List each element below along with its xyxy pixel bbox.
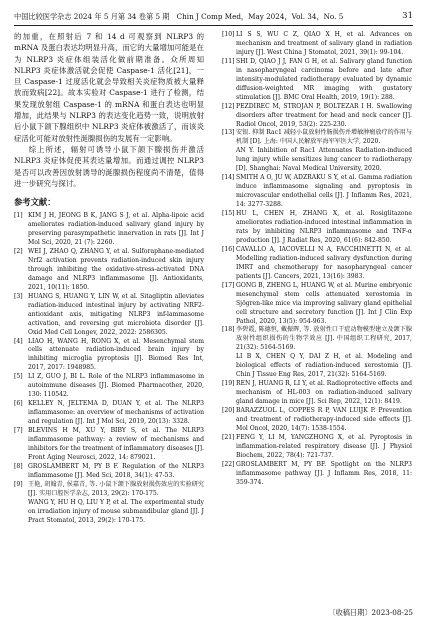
reference-item (222, 353, 412, 380)
reference-number: [21] (222, 433, 235, 441)
reference-number: [4] (14, 337, 23, 345)
reference-text: GONG B, ZHENG L, HUANG W, et al. Murine embryonic mesenchymal stem cells attenuated xerostomia in Sjögren-like mice via improving salivary gland epithelial cell structure and secretory function [J]. Int J Clin Exp Pathol, 2020, 13(5): 954-963. (236, 281, 412, 325)
reference-text: LI S S, WU C Z, QIAO X H, et al. Advances on mechanism and treatment of salivary gland in radiation injury [J]. West China J Stomatol, 2021, 39(1): 99-104. (236, 31, 412, 56)
reference-item (222, 434, 412, 461)
reference-number: [7] (14, 427, 23, 435)
reference-text: GROSLAMBERT M, PY BF. Spotlight on the NLRP3 inflammasome pathway [J]. J Inflamm Res, 2018, 11: 359-374. (236, 460, 412, 486)
reference-number: [2] (14, 247, 23, 255)
running-header (14, 10, 413, 23)
reference-list-left (14, 212, 204, 525)
reference-number (14, 499, 28, 526)
reference-item (222, 326, 412, 353)
reference-item (222, 210, 412, 246)
reference-number: [6] (14, 400, 23, 408)
reference-text: LI Z, GUO J, BI L. Role of the NLRP3 inflammasome in autoimmune diseases [J]. Biomed Pharmacother, 2020, 130: 110542. (28, 373, 204, 399)
reference-number: [1] (14, 212, 23, 220)
reference-text: SHI D, QIAO J J, FAN G H, et al. Salivary gland function in nasopharyngeal carcinoma before and late after intensity-modulated radiotherapy evaluated by dynamic diffusion-weighted MR imaging with gustatory stimulation [J]. BMC Oral Health, 2019, 19(1): 288. (236, 57, 412, 101)
reference-item (222, 103, 412, 130)
discussion-paragraph: 的加重，在照射后 7 和 14 d 可观察到 NLRP3 的 mRNA 及蛋白表达均明显升高，而它的大量增加可能是在为 NLRP3 炎症体组装活化做前期准备。众所周知 NLRP3 炎症体激活就会促使 Caspase-1 活化[21]，一旦 Caspase-1 过度活化就会导致相关炎症物质被大量释放而致病[22]。故本实验对 Caspase-1 进行了检测，结果发现放射组 Caspase-1 的 mRNA 和蛋白表达也明显增加，此结果与 NLRP3 的表达变化趋势一致，说明放射后小鼠下颌下腺组织中 NLRP3 炎症体被激活了，而该炎症活化可能对放射性涎腺损伤的发展有一定影响。 (14, 32, 204, 143)
reference-number: [16] (222, 245, 235, 253)
reference-text: 安银. 抑制 Rac1 减轻小鼠放射性肠损伤并增敏肿瘤放疗的作用与机制 [D]. 上海: 中国人民解放军海军军医大学, 2020. (236, 129, 412, 146)
reference-text: BLEVINS H M, XU Y, BIBY S, et al. The NLRP3 inflammasome pathway: a review of mechanisms and inhibitors for the treatment of inflammatory diseases [J]. Front Aging Neurosci, 2022, 14: 879021. (28, 427, 204, 461)
reference-list-right (222, 31, 412, 488)
reference-text: LI B X, CHEN Q Y, DAI Z H, et al. Modeling and biological effects of radiation-induced xerostomia [J]. Chin J Tissue Eng Res, 2017, 21(32): 5164-5169. (236, 353, 412, 379)
reference-text: AN Y. Inhibition of Rac1 Attenuates Radiation-induced lung injury while sensitizes lung cancer to radiotherapy [D]. Shanghai: Naval Medical University, 2020. (236, 147, 412, 173)
reference-number: [11] (222, 57, 235, 65)
reference-item (14, 481, 204, 499)
reference-text: HUANG S, HUANG Y, LIN W, et al. Sitagliptin alleviates radiation-induced intestinal injury by activating NRF2-antioxidant axis, mitigating NLRP3 inf-lammasome activation, and reversing gut microbiota disorder [J]. Oxid Med Cell Longev, 2022, 2022: 2586305. (28, 292, 204, 336)
reference-text: KIM J H, JEONG B K, JANG S J, et al. Alpha-lipoic acid ameliorates radiation-induced salivary gland injury by preserving parasympathetic innervation in rats [J]. Int J Mol Sci, 2020, 21 (7): 2260. (28, 212, 204, 247)
reference-item (222, 147, 412, 174)
reference-number: [8] (14, 462, 23, 470)
reference-item (222, 174, 412, 210)
reference-item (222, 58, 412, 103)
reference-number: [14] (222, 174, 235, 182)
right-column (222, 31, 412, 488)
reference-item (14, 338, 204, 374)
reference-number: [22] (222, 460, 235, 468)
reference-text: CAVALLO A, IACOVELLI N A, FACCHINETTI N, et al. Modelling radiation-induced salivary dysfunction during IMRT and chemotherapy for nasopharyngeal cancer patients [J]. Cancers, 2021, 13(16): 3983. (236, 245, 412, 280)
reference-number: [5] (14, 373, 23, 381)
reference-text: LIAO H, WANG H, RONG X, et al. Mesenchymal stem cells attenuate radiation-induced brain injury by inhibiting microglia pyroptosis [J]. Biomed Res Int, 2017, 2017: 1948985. (28, 337, 204, 372)
reference-text: 王艳, 胡翰青, 侯嘉青, 等. 小鼠下颌下腺放射损伤效应的实验研究 [J]. 实用口腔医学杂志, 2013, 29(2): 170-175. (28, 480, 204, 497)
reference-item (222, 31, 412, 58)
reference-number: [3] (14, 292, 23, 300)
header-divider (14, 25, 413, 26)
left-column (14, 31, 204, 526)
references-heading: 参考文献： (14, 197, 56, 208)
reference-item (14, 427, 204, 463)
reference-item (14, 373, 204, 400)
reference-text: FENG Y, LI M, YANGZHONG X, et al. Pyroptosis in inflammation-related respiratory disease [J]. J Physiol Biochem, 2022, 78(4): 721-737. (236, 433, 412, 459)
reference-text: PEZDIREC M, STROJAN P, BOLTEZAR I H. Swallowing disorders after treatment for head and neck cancer [J]. Radiol Oncol, 2019, 53(2): 225-230. (236, 102, 412, 128)
reference-text: 李碧霞, 陈德恒, 戴振晖, 等. 放射性口干症动物模型建立及颌下腺放射性组织损伤的生物学效应 [J]. 中国组织工程研究, 2017, 21(32): 5164-5169. (236, 326, 412, 352)
reference-text: WEI J, ZHAO Q, ZHANG Y, et al. Sulforaphane-mediated Nrf2 activation prevents radiation-induced skin injury through inhibiting the oxidative-stress-activated DNA damage and NLRP3 inflammasome [J]. Antioxidants, 2021, 10(11): 1850. (28, 247, 204, 291)
reference-number (222, 353, 236, 380)
reference-text: SMITH A O, JU W, ADZRAKU S Y, et al. Gamma radiation induce inflammasome signaling and pyroptosis in microvascular endothelial cells [J]. J Inflamm Res, 2021, 14: 3277-3288. (236, 174, 412, 209)
reference-number: [12] (222, 102, 235, 110)
reference-number: [20] (222, 407, 235, 415)
reference-number: [9] (14, 480, 23, 488)
reference-item (222, 129, 412, 147)
reference-number: [15] (222, 210, 235, 218)
reference-text: HU L, CHEN H, ZHANG X, et al. Rosiglitazone ameliorates radiation-induced intestinal inflammation in rats by inhibiting NLRP3 inflammasome and TNF-α production [J]. J Radiat Res, 2020, 61(6): 842-850. (236, 210, 412, 244)
reference-item (14, 400, 204, 427)
reference-number: [18] (222, 326, 235, 334)
conclusion-paragraph: 综上所述，辐射可诱导小鼠下颌下腺损伤并激活 NLRP3 炎症体促使其表达量增加。而通过调控 NLRP3 是否可以改善因放射诱导的涎腺损伤程度尚不清楚，值得进一步研究与探讨。 (14, 144, 204, 188)
reference-item (222, 461, 412, 488)
reference-item (14, 463, 204, 481)
journal-citation-line: 中国比较医学杂志 2024 年 5 月第 34 卷第 5 期 Chin J Comp Med，May 2024，Vol. 34，No. 5 (14, 12, 344, 21)
reference-item (14, 499, 204, 526)
reference-item (222, 380, 412, 407)
reference-item (222, 407, 412, 434)
reference-number: [10] (222, 31, 235, 38)
reference-number: [17] (222, 281, 235, 289)
reference-text: GROSLAMBERT M, PY B F. Regulation of the NLRP3 inflammasome [J]. Med Sci, 2018, 34(1): 47-53. (28, 462, 204, 479)
reference-item (14, 293, 204, 338)
reference-number (222, 147, 236, 174)
reference-number: [19] (222, 380, 235, 388)
reference-text: KELLEY N, JELTEMA D, DUAN Y, et al. The NLRP3 inflammasome: an overview of mechanisms of activation and regulation [J]. Int J Mol Sci, 2019, 20(13): 3328. (28, 400, 204, 426)
reference-number: [13] (222, 129, 235, 137)
reference-text: WANG Y, HU H Q, LIU Y P, et al. The experimental study on irradiation injury of mouse submandibular gland [J]. J Pract Stomatol, 2013, 29(2): 170-175. (28, 498, 204, 524)
reference-item (222, 246, 412, 282)
received-date: 〔收稿日期〕2023-08-25 (328, 608, 413, 617)
reference-item (222, 282, 412, 327)
reference-text: BARAZZUOL L, COPPES R P, VAN LUIJK P. Prevention and treatment of radiotherapy-induced side effects [J]. Mol Oncol, 2020, 14(7): 1538-1554. (236, 407, 412, 432)
reference-text: REN J, HUANG R, LI Y, et al. Radioprotective effects and mechanism of HL-003 on radiation-induced salivary gland damage in mice [J]. Sci Rep, 2022, 12(1): 8419. (236, 380, 412, 406)
reference-item (14, 212, 204, 248)
reference-item (14, 248, 204, 293)
page-number: 31 (402, 11, 413, 21)
